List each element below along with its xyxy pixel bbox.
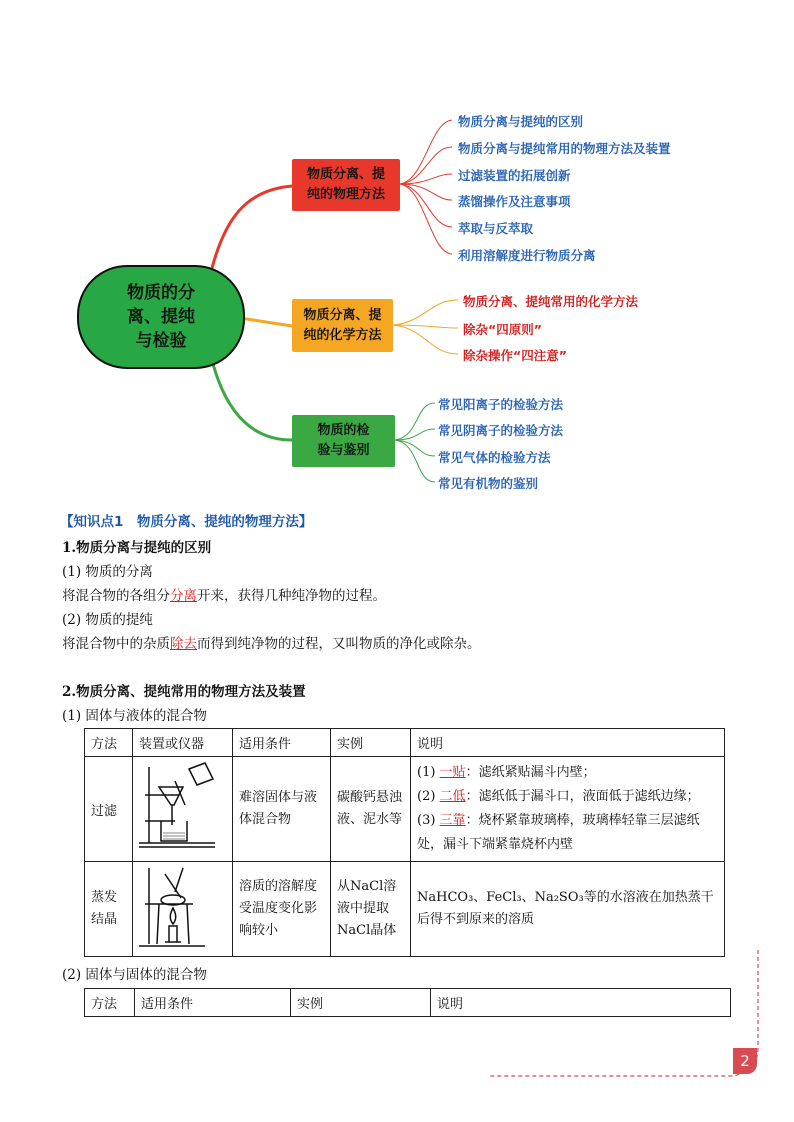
- mindmap-root: 物质的分 离、提纯 与检验: [77, 265, 245, 369]
- note-pre: (3): [417, 813, 440, 828]
- heading-1: 1.物质分离与提纯的区别: [62, 540, 212, 556]
- example-cell: 从NaCl溶液中提取NaCl晶体: [331, 862, 411, 957]
- mindmap-leaf: 除杂操作“四注意”: [463, 348, 567, 363]
- para-1-post: 开来，获得几种纯净物的过程。: [197, 588, 386, 604]
- fill-blank: 二低: [439, 789, 466, 804]
- note-line: [417, 761, 718, 785]
- apparatus-cell: [133, 757, 233, 862]
- filtration-apparatus-image: [135, 759, 223, 855]
- para-1-title: (1) 物质的分离: [62, 564, 153, 580]
- section-title: 【知识点1 物质分离、提纯的物理方法】: [60, 514, 313, 530]
- notes-cell: NaHCO₃、FeCl₃、Na₂SO₃等的水溶液在加热蒸干后得不到原来的溶质: [411, 862, 725, 957]
- para-1-pre: 将混合物的各组分: [62, 588, 170, 604]
- table-header-cell: 说明: [431, 989, 731, 1017]
- fill-blank: 一贴: [439, 765, 466, 780]
- para-2-title: (2) 物质的提纯: [62, 612, 153, 628]
- apparatus-cell: [133, 862, 233, 957]
- condition-cell: 难溶固体与液体混合物: [233, 757, 331, 862]
- fill-blank: 除去: [170, 636, 197, 652]
- table-header-cell: 方法: [85, 989, 135, 1017]
- para-1: [62, 584, 386, 604]
- method-cell: 过滤: [85, 757, 133, 862]
- example-cell: 碳酸钙悬浊液、泥水等: [331, 757, 411, 862]
- sub-heading-2: (2) 固体与固体的混合物: [62, 967, 207, 983]
- note-line: [417, 785, 718, 809]
- note-post: ：滤纸紧贴漏斗内壁；: [465, 765, 596, 780]
- mindmap-connectors: [0, 0, 794, 500]
- fill-blank: 三靠: [439, 813, 466, 828]
- table-header-cell: 装置或仪器: [133, 729, 233, 757]
- mindmap-leaf: 物质分离与提纯的区别: [458, 114, 584, 129]
- table-header-cell: 适用条件: [233, 729, 331, 757]
- mindmap-branch-chemical: 物质分离、提 纯的化学方法: [292, 299, 393, 352]
- mindmap-leaf: 常见阴离子的检验方法: [438, 423, 564, 438]
- mindmap-leaf: 蒸馏操作及注意事项: [458, 194, 571, 209]
- table-row: [85, 757, 725, 862]
- table-header-cell: 实例: [291, 989, 431, 1017]
- mindmap-branch-physical: 物质分离、提 纯的物理方法: [292, 159, 400, 211]
- mindmap-leaf: 除杂“四原则”: [463, 322, 542, 337]
- page-number: 2: [733, 1048, 757, 1074]
- note-post: ：滤纸低于漏斗口，液面低于滤纸边缘；: [465, 789, 700, 804]
- note-pre: (1): [417, 765, 440, 780]
- table-header-cell: 方法: [85, 729, 133, 757]
- table-solid-liquid: [84, 728, 725, 957]
- mindmap-branch-detection: 物质的检 验与鉴别: [292, 415, 395, 467]
- mindmap-leaf: 物质分离、提纯常用的化学方法: [463, 294, 639, 309]
- notes-cell: [411, 757, 725, 862]
- mindmap-leaf: 常见阳离子的检验方法: [438, 397, 564, 412]
- condition-cell: 溶质的溶解度受温度变化影响较小: [233, 862, 331, 957]
- para-2-post: 而得到纯净物的过程，又叫物质的净化或除杂。: [197, 636, 481, 652]
- mindmap-leaf: 萃取与反萃取: [458, 221, 534, 236]
- sub-heading-1: (1) 固体与液体的混合物: [62, 708, 207, 724]
- fill-blank: 分离: [170, 588, 197, 604]
- mindmap-leaf: 过滤装置的拓展创新: [458, 168, 571, 183]
- method-cell: 蒸发结晶: [85, 862, 133, 957]
- heading-2: 2.物质分离、提纯常用的物理方法及装置: [62, 684, 306, 700]
- table-header-row: [85, 729, 725, 757]
- mindmap-leaf: 利用溶解度进行物质分离: [458, 248, 596, 263]
- table-header-cell: 适用条件: [135, 989, 291, 1017]
- mindmap-leaf: 常见有机物的鉴别: [438, 476, 539, 491]
- para-2: [62, 632, 481, 652]
- para-2-pre: 将混合物中的杂质: [62, 636, 170, 652]
- table-header-cell: 实例: [331, 729, 411, 757]
- note-line: [417, 809, 718, 857]
- table-header-cell: 说明: [411, 729, 725, 757]
- note-pre: (2): [417, 789, 440, 804]
- note-post: ：烧杯紧靠玻璃棒，玻璃棒轻靠三层滤纸处，漏斗下端紧靠烧杯内壁: [417, 813, 700, 852]
- mindmap-leaf: 物质分离与提纯常用的物理方法及装置: [458, 141, 671, 156]
- mindmap-leaf: 常见气体的检验方法: [438, 450, 551, 465]
- evaporation-apparatus-image: [135, 864, 223, 950]
